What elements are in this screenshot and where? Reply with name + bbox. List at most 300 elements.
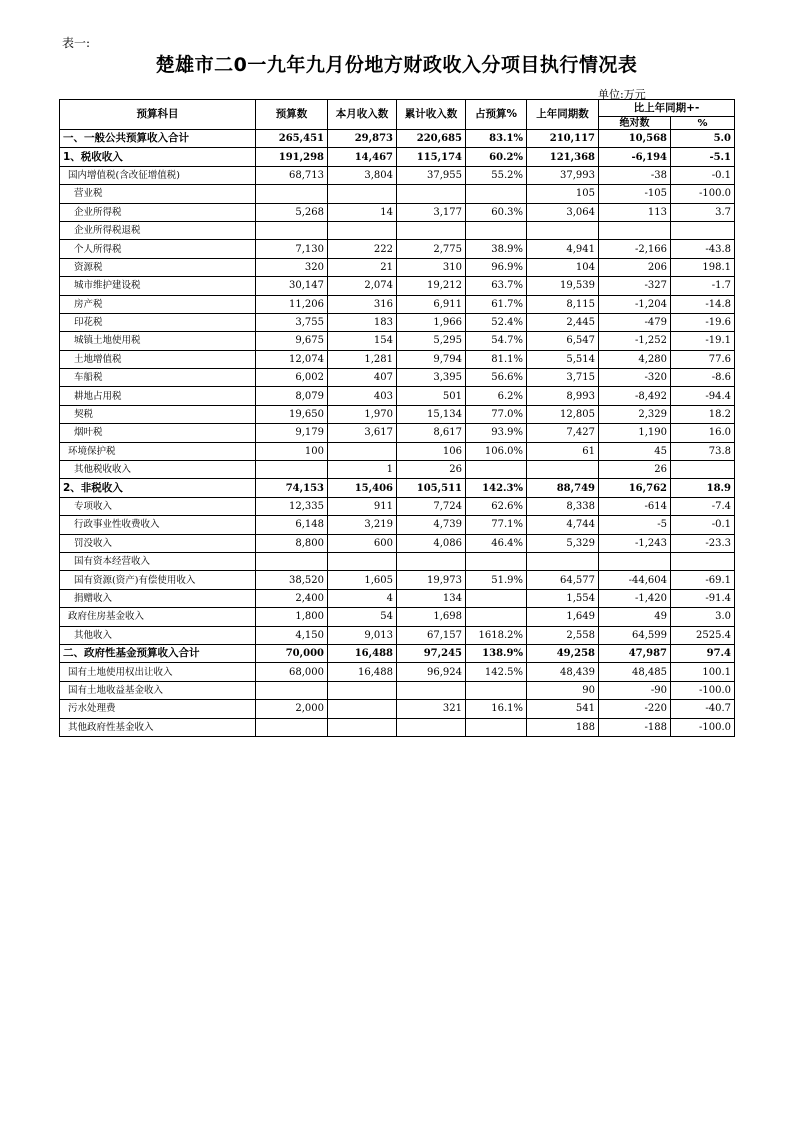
cell-budget: 6,002 bbox=[256, 369, 328, 387]
table-row bbox=[60, 608, 735, 626]
cell-pct-budget: 63.7% bbox=[466, 277, 527, 295]
cell-pct-budget bbox=[466, 552, 527, 570]
cell-abs: 206 bbox=[599, 258, 671, 276]
cell-month: 1,970 bbox=[328, 405, 397, 423]
cell-cumulative: 4,739 bbox=[397, 516, 466, 534]
cell-month: 403 bbox=[328, 387, 397, 405]
cell-pct-budget: 51.9% bbox=[466, 571, 527, 589]
cell-last-year: 104 bbox=[527, 258, 599, 276]
cell-pct: -8.6 bbox=[671, 369, 735, 387]
cell-pct: 16.0 bbox=[671, 424, 735, 442]
table-row bbox=[60, 424, 735, 442]
cell-month: 16,488 bbox=[328, 663, 397, 681]
cell-budget: 2,000 bbox=[256, 700, 328, 718]
cell-month bbox=[328, 552, 397, 570]
cell-abs: 49 bbox=[599, 608, 671, 626]
cell-abs: -220 bbox=[599, 700, 671, 718]
cell-name: 二、政府性基金预算收入合计 bbox=[60, 644, 256, 662]
cell-pct-budget: 83.1% bbox=[466, 130, 527, 148]
cell-cumulative bbox=[397, 681, 466, 699]
cell-cumulative: 7,724 bbox=[397, 497, 466, 515]
cell-budget: 100 bbox=[256, 442, 328, 460]
table-row bbox=[60, 479, 735, 497]
table-row bbox=[60, 461, 735, 479]
cell-name: 专项收入 bbox=[60, 497, 256, 515]
cell-last-year: 121,368 bbox=[527, 148, 599, 166]
page-title: 楚雄市二0一九年九月份地方财政收入分项目执行情况表 bbox=[155, 54, 638, 76]
cell-last-year: 8,338 bbox=[527, 497, 599, 515]
cell-pct-budget: 77.1% bbox=[466, 516, 527, 534]
cell-name: 行政事业性收费收入 bbox=[60, 516, 256, 534]
cell-last-year: 2,558 bbox=[527, 626, 599, 644]
cell-cumulative: 220,685 bbox=[397, 130, 466, 148]
header-pct-budget: 占预算% bbox=[466, 100, 527, 130]
cell-name: 城镇土地使用税 bbox=[60, 332, 256, 350]
cell-cumulative: 15,134 bbox=[397, 405, 466, 423]
cell-month: 222 bbox=[328, 240, 397, 258]
revenue-table bbox=[59, 99, 735, 737]
table-row bbox=[60, 626, 735, 644]
cell-last-year: 210,117 bbox=[527, 130, 599, 148]
cell-budget bbox=[256, 461, 328, 479]
header-last-year: 上年同期数 bbox=[527, 100, 599, 130]
header-month: 本月收入数 bbox=[328, 100, 397, 130]
table-row bbox=[60, 148, 735, 166]
cell-pct: 77.6 bbox=[671, 350, 735, 368]
header-cumulative: 累计收入数 bbox=[397, 100, 466, 130]
cell-pct-budget: 16.1% bbox=[466, 700, 527, 718]
cell-last-year: 61 bbox=[527, 442, 599, 460]
cell-name: 营业税 bbox=[60, 185, 256, 203]
table-row bbox=[60, 589, 735, 607]
cell-pct: -40.7 bbox=[671, 700, 735, 718]
cell-month: 29,873 bbox=[328, 130, 397, 148]
cell-budget bbox=[256, 681, 328, 699]
cell-name: 车船税 bbox=[60, 369, 256, 387]
cell-pct: 198.1 bbox=[671, 258, 735, 276]
cell-name: 污水处理费 bbox=[60, 700, 256, 718]
cell-budget bbox=[256, 185, 328, 203]
cell-last-year: 37,993 bbox=[527, 166, 599, 184]
cell-cumulative: 4,086 bbox=[397, 534, 466, 552]
cell-abs: -320 bbox=[599, 369, 671, 387]
cell-cumulative: 106 bbox=[397, 442, 466, 460]
cell-month: 4 bbox=[328, 589, 397, 607]
cell-name: 环境保护税 bbox=[60, 442, 256, 460]
table-row bbox=[60, 516, 735, 534]
cell-month: 154 bbox=[328, 332, 397, 350]
cell-last-year: 105 bbox=[527, 185, 599, 203]
cell-budget: 30,147 bbox=[256, 277, 328, 295]
cell-abs: 47,987 bbox=[599, 644, 671, 662]
cell-month: 1,281 bbox=[328, 350, 397, 368]
cell-pct: -14.8 bbox=[671, 295, 735, 313]
cell-pct: -94.4 bbox=[671, 387, 735, 405]
cell-budget: 320 bbox=[256, 258, 328, 276]
table-row bbox=[60, 277, 735, 295]
cell-cumulative: 19,212 bbox=[397, 277, 466, 295]
cell-abs: -44,604 bbox=[599, 571, 671, 589]
cell-abs: -1,420 bbox=[599, 589, 671, 607]
cell-last-year: 49,258 bbox=[527, 644, 599, 662]
table-row bbox=[60, 681, 735, 699]
cell-abs: -188 bbox=[599, 718, 671, 736]
cell-pct: 3.7 bbox=[671, 203, 735, 221]
cell-pct bbox=[671, 221, 735, 239]
cell-pct: -7.4 bbox=[671, 497, 735, 515]
cell-abs: -6,194 bbox=[599, 148, 671, 166]
cell-last-year: 90 bbox=[527, 681, 599, 699]
cell-month bbox=[328, 442, 397, 460]
cell-pct-budget: 54.7% bbox=[466, 332, 527, 350]
cell-budget bbox=[256, 221, 328, 239]
cell-pct-budget bbox=[466, 608, 527, 626]
cell-name: 国有土地使用权出让收入 bbox=[60, 663, 256, 681]
cell-pct-budget bbox=[466, 185, 527, 203]
cell-cumulative: 5,295 bbox=[397, 332, 466, 350]
cell-pct: -91.4 bbox=[671, 589, 735, 607]
table-row bbox=[60, 166, 735, 184]
cell-pct-budget bbox=[466, 461, 527, 479]
cell-month: 407 bbox=[328, 369, 397, 387]
cell-month bbox=[328, 700, 397, 718]
cell-cumulative: 134 bbox=[397, 589, 466, 607]
cell-last-year bbox=[527, 461, 599, 479]
cell-pct: 18.2 bbox=[671, 405, 735, 423]
cell-budget: 68,713 bbox=[256, 166, 328, 184]
cell-abs bbox=[599, 552, 671, 570]
cell-budget: 5,268 bbox=[256, 203, 328, 221]
cell-pct: -0.1 bbox=[671, 166, 735, 184]
cell-month: 2,074 bbox=[328, 277, 397, 295]
cell-name: 国有土地收益基金收入 bbox=[60, 681, 256, 699]
cell-abs: -2,166 bbox=[599, 240, 671, 258]
header-compare: 比上年同期+- bbox=[599, 100, 735, 117]
cell-last-year: 541 bbox=[527, 700, 599, 718]
cell-budget: 265,451 bbox=[256, 130, 328, 148]
cell-month: 54 bbox=[328, 608, 397, 626]
cell-cumulative: 67,157 bbox=[397, 626, 466, 644]
cell-last-year: 2,445 bbox=[527, 313, 599, 331]
cell-name: 土地增值税 bbox=[60, 350, 256, 368]
cell-abs: 10,568 bbox=[599, 130, 671, 148]
cell-pct-budget: 96.9% bbox=[466, 258, 527, 276]
cell-pct-budget bbox=[466, 221, 527, 239]
cell-last-year bbox=[527, 552, 599, 570]
cell-name: 个人所得税 bbox=[60, 240, 256, 258]
unit-label: 单位:万元 bbox=[598, 88, 646, 101]
cell-pct: -19.1 bbox=[671, 332, 735, 350]
cell-cumulative: 37,955 bbox=[397, 166, 466, 184]
cell-pct-budget: 106.0% bbox=[466, 442, 527, 460]
cell-abs: 4,280 bbox=[599, 350, 671, 368]
cell-month: 3,219 bbox=[328, 516, 397, 534]
cell-pct: 73.8 bbox=[671, 442, 735, 460]
table-row bbox=[60, 534, 735, 552]
cell-budget: 74,153 bbox=[256, 479, 328, 497]
cell-budget: 1,800 bbox=[256, 608, 328, 626]
cell-name: 1、税收收入 bbox=[60, 148, 256, 166]
cell-month: 911 bbox=[328, 497, 397, 515]
cell-cumulative bbox=[397, 221, 466, 239]
cell-abs: 2,329 bbox=[599, 405, 671, 423]
table-row bbox=[60, 332, 735, 350]
cell-pct-budget: 142.3% bbox=[466, 479, 527, 497]
cell-name: 房产税 bbox=[60, 295, 256, 313]
table-row bbox=[60, 313, 735, 331]
cell-last-year: 1,554 bbox=[527, 589, 599, 607]
cell-month bbox=[328, 185, 397, 203]
cell-last-year: 7,427 bbox=[527, 424, 599, 442]
cell-month: 15,406 bbox=[328, 479, 397, 497]
cell-pct-budget: 6.2% bbox=[466, 387, 527, 405]
cell-month: 3,804 bbox=[328, 166, 397, 184]
table-row bbox=[60, 497, 735, 515]
cell-last-year: 3,064 bbox=[527, 203, 599, 221]
cell-pct: -43.8 bbox=[671, 240, 735, 258]
cell-pct: 100.1 bbox=[671, 663, 735, 681]
cell-budget: 7,130 bbox=[256, 240, 328, 258]
cell-pct: 3.0 bbox=[671, 608, 735, 626]
cell-name: 资源税 bbox=[60, 258, 256, 276]
cell-month: 1,605 bbox=[328, 571, 397, 589]
cell-name: 捐赠收入 bbox=[60, 589, 256, 607]
table-row bbox=[60, 571, 735, 589]
cell-month bbox=[328, 681, 397, 699]
cell-abs: 48,485 bbox=[599, 663, 671, 681]
cell-name: 国有资源(资产)有偿使用收入 bbox=[60, 571, 256, 589]
cell-month: 316 bbox=[328, 295, 397, 313]
cell-budget: 9,675 bbox=[256, 332, 328, 350]
table-row bbox=[60, 718, 735, 736]
cell-name: 罚没收入 bbox=[60, 534, 256, 552]
cell-pct-budget: 77.0% bbox=[466, 405, 527, 423]
cell-budget: 11,206 bbox=[256, 295, 328, 313]
cell-pct-budget bbox=[466, 718, 527, 736]
cell-name: 企业所得税 bbox=[60, 203, 256, 221]
cell-name: 其他税收收入 bbox=[60, 461, 256, 479]
cell-abs: -1,252 bbox=[599, 332, 671, 350]
cell-pct: 18.9 bbox=[671, 479, 735, 497]
table-row bbox=[60, 663, 735, 681]
cell-pct: -23.3 bbox=[671, 534, 735, 552]
cell-cumulative: 96,924 bbox=[397, 663, 466, 681]
cell-name: 企业所得税退税 bbox=[60, 221, 256, 239]
cell-budget: 12,335 bbox=[256, 497, 328, 515]
cell-name: 政府住房基金收入 bbox=[60, 608, 256, 626]
cell-month: 600 bbox=[328, 534, 397, 552]
cell-budget: 70,000 bbox=[256, 644, 328, 662]
cell-budget: 8,079 bbox=[256, 387, 328, 405]
cell-budget: 8,800 bbox=[256, 534, 328, 552]
cell-budget: 68,000 bbox=[256, 663, 328, 681]
cell-cumulative: 321 bbox=[397, 700, 466, 718]
table-row bbox=[60, 258, 735, 276]
cell-last-year: 3,715 bbox=[527, 369, 599, 387]
cell-cumulative: 19,973 bbox=[397, 571, 466, 589]
cell-pct-budget: 1618.2% bbox=[466, 626, 527, 644]
cell-pct: -1.7 bbox=[671, 277, 735, 295]
cell-cumulative: 115,174 bbox=[397, 148, 466, 166]
cell-budget bbox=[256, 718, 328, 736]
cell-name: 2、非税收入 bbox=[60, 479, 256, 497]
cell-abs: -38 bbox=[599, 166, 671, 184]
cell-last-year: 48,439 bbox=[527, 663, 599, 681]
cell-pct-budget: 46.4% bbox=[466, 534, 527, 552]
cell-pct-budget: 60.2% bbox=[466, 148, 527, 166]
cell-budget: 19,650 bbox=[256, 405, 328, 423]
cell-month bbox=[328, 221, 397, 239]
cell-name: 其他收入 bbox=[60, 626, 256, 644]
cell-abs: 1,190 bbox=[599, 424, 671, 442]
cell-pct-budget: 81.1% bbox=[466, 350, 527, 368]
cell-cumulative bbox=[397, 552, 466, 570]
table-row bbox=[60, 552, 735, 570]
header-pct: % bbox=[671, 117, 735, 130]
cell-last-year: 188 bbox=[527, 718, 599, 736]
cell-budget: 38,520 bbox=[256, 571, 328, 589]
header-abs: 绝对数 bbox=[599, 117, 671, 130]
cell-last-year: 8,115 bbox=[527, 295, 599, 313]
cell-pct: -0.1 bbox=[671, 516, 735, 534]
cell-name: 烟叶税 bbox=[60, 424, 256, 442]
cell-month: 16,488 bbox=[328, 644, 397, 662]
cell-budget: 191,298 bbox=[256, 148, 328, 166]
header-budget: 预算数 bbox=[256, 100, 328, 130]
table-row bbox=[60, 295, 735, 313]
cell-cumulative: 1,698 bbox=[397, 608, 466, 626]
cell-cumulative: 9,794 bbox=[397, 350, 466, 368]
cell-pct bbox=[671, 461, 735, 479]
cell-pct: -5.1 bbox=[671, 148, 735, 166]
cell-month: 3,617 bbox=[328, 424, 397, 442]
cell-month: 14,467 bbox=[328, 148, 397, 166]
cell-abs: -614 bbox=[599, 497, 671, 515]
cell-cumulative: 6,911 bbox=[397, 295, 466, 313]
table-row bbox=[60, 369, 735, 387]
cell-pct: 5.0 bbox=[671, 130, 735, 148]
cell-last-year: 5,329 bbox=[527, 534, 599, 552]
cell-cumulative: 1,966 bbox=[397, 313, 466, 331]
table-row bbox=[60, 405, 735, 423]
cell-name: 国有资本经营收入 bbox=[60, 552, 256, 570]
table-row bbox=[60, 221, 735, 239]
cell-abs: 16,762 bbox=[599, 479, 671, 497]
cell-name: 城市维护建设税 bbox=[60, 277, 256, 295]
cell-month bbox=[328, 718, 397, 736]
cell-last-year: 4,744 bbox=[527, 516, 599, 534]
cell-pct-budget: 138.9% bbox=[466, 644, 527, 662]
table-row bbox=[60, 350, 735, 368]
cell-abs: 64,599 bbox=[599, 626, 671, 644]
cell-abs: -90 bbox=[599, 681, 671, 699]
cell-pct: -100.0 bbox=[671, 718, 735, 736]
table-row bbox=[60, 240, 735, 258]
cell-last-year: 12,805 bbox=[527, 405, 599, 423]
cell-last-year: 1,649 bbox=[527, 608, 599, 626]
cell-pct: 2525.4 bbox=[671, 626, 735, 644]
cell-abs bbox=[599, 221, 671, 239]
cell-name: 国内增值税(含改征增值税) bbox=[60, 166, 256, 184]
table-row bbox=[60, 644, 735, 662]
cell-pct-budget bbox=[466, 589, 527, 607]
cell-cumulative bbox=[397, 185, 466, 203]
cell-budget: 4,150 bbox=[256, 626, 328, 644]
cell-last-year: 88,749 bbox=[527, 479, 599, 497]
cell-name: 印花税 bbox=[60, 313, 256, 331]
cell-pct-budget: 56.6% bbox=[466, 369, 527, 387]
table-row bbox=[60, 700, 735, 718]
cell-abs: -327 bbox=[599, 277, 671, 295]
cell-cumulative: 26 bbox=[397, 461, 466, 479]
cell-budget: 2,400 bbox=[256, 589, 328, 607]
cell-pct-budget: 142.5% bbox=[466, 663, 527, 681]
cell-month: 14 bbox=[328, 203, 397, 221]
cell-abs: -5 bbox=[599, 516, 671, 534]
cell-name: 契税 bbox=[60, 405, 256, 423]
cell-budget: 9,179 bbox=[256, 424, 328, 442]
cell-abs: -479 bbox=[599, 313, 671, 331]
cell-last-year: 5,514 bbox=[527, 350, 599, 368]
cell-last-year bbox=[527, 221, 599, 239]
cell-budget: 3,755 bbox=[256, 313, 328, 331]
cell-name: 耕地占用税 bbox=[60, 387, 256, 405]
cell-cumulative: 501 bbox=[397, 387, 466, 405]
cell-last-year: 64,577 bbox=[527, 571, 599, 589]
cell-pct-budget: 38.9% bbox=[466, 240, 527, 258]
cell-month: 1 bbox=[328, 461, 397, 479]
cell-abs: 45 bbox=[599, 442, 671, 460]
cell-name: 一、一般公共预算收入合计 bbox=[60, 130, 256, 148]
header-subject: 预算科目 bbox=[60, 100, 256, 130]
cell-pct-budget: 52.4% bbox=[466, 313, 527, 331]
corner-label: 表一: bbox=[62, 36, 91, 50]
cell-cumulative: 97,245 bbox=[397, 644, 466, 662]
cell-last-year: 8,993 bbox=[527, 387, 599, 405]
cell-last-year: 19,539 bbox=[527, 277, 599, 295]
cell-abs: -8,492 bbox=[599, 387, 671, 405]
cell-abs: -105 bbox=[599, 185, 671, 203]
cell-month: 21 bbox=[328, 258, 397, 276]
cell-cumulative: 2,775 bbox=[397, 240, 466, 258]
cell-cumulative bbox=[397, 718, 466, 736]
cell-cumulative: 310 bbox=[397, 258, 466, 276]
cell-pct-budget: 61.7% bbox=[466, 295, 527, 313]
cell-month: 183 bbox=[328, 313, 397, 331]
cell-pct-budget: 55.2% bbox=[466, 166, 527, 184]
cell-month: 9,013 bbox=[328, 626, 397, 644]
cell-abs: 26 bbox=[599, 461, 671, 479]
cell-cumulative: 105,511 bbox=[397, 479, 466, 497]
table-row bbox=[60, 203, 735, 221]
cell-name: 其他政府性基金收入 bbox=[60, 718, 256, 736]
cell-last-year: 4,941 bbox=[527, 240, 599, 258]
cell-pct-budget bbox=[466, 681, 527, 699]
cell-pct-budget: 62.6% bbox=[466, 497, 527, 515]
cell-pct: 97.4 bbox=[671, 644, 735, 662]
table-row bbox=[60, 130, 735, 148]
cell-cumulative: 3,395 bbox=[397, 369, 466, 387]
cell-pct: -100.0 bbox=[671, 185, 735, 203]
cell-pct bbox=[671, 552, 735, 570]
cell-pct-budget: 60.3% bbox=[466, 203, 527, 221]
cell-abs: 113 bbox=[599, 203, 671, 221]
cell-cumulative: 3,177 bbox=[397, 203, 466, 221]
table-row bbox=[60, 185, 735, 203]
cell-budget bbox=[256, 552, 328, 570]
cell-abs: -1,243 bbox=[599, 534, 671, 552]
cell-last-year: 6,547 bbox=[527, 332, 599, 350]
